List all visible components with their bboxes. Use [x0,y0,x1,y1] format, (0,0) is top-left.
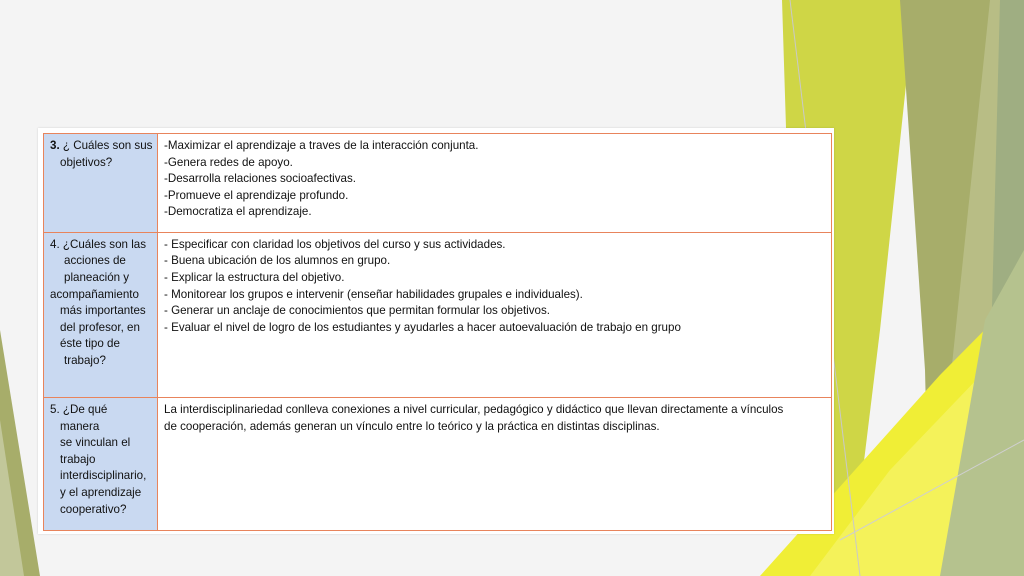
question-line: interdisciplinario, [60,469,147,483]
question-line: del profesor, en [60,320,140,334]
question-line: se vinculan el [60,436,131,450]
question-line: acciones de [64,254,126,268]
table-row [44,397,832,530]
question-line: cooperativo? [60,502,127,516]
answer-line: - Explicar la estructura del objetivo. [164,270,345,284]
table-image-frame [38,128,834,534]
question-cell [44,134,158,233]
question-line: trabajo [60,452,96,466]
answer-line: -Promueve el aprendizaje profundo. [164,188,349,202]
answer-line: de cooperación, además generan un vínculo entre lo teórico y la práctica en distintas disciplinas. [164,419,660,433]
answer-cell [158,134,832,233]
table-row [44,134,832,233]
answer-cell [158,397,832,530]
question-line: 5. ¿De qué [50,402,108,416]
answer-line: -Desarrolla relaciones socioafectivas. [164,172,357,186]
question-line: manera [60,419,100,433]
question-line: objetivos? [60,155,113,169]
question-number: 3. [50,139,60,152]
answer-line: -Maximizar el aprendizaje a traves de la interacción conjunta. [164,139,479,152]
question-line: acompañamiento [50,287,139,301]
answer-cell [158,232,832,397]
question-line: 4. ¿Cuáles son las [50,237,147,251]
answer-line: La interdisciplinariedad conlleva conexiones a nivel curricular, pedagógico y didáctico que llevan directamente a vínculos [164,402,784,416]
answer-line: - Evaluar el nivel de logro de los estudiantes y ayudarles a hacer autoevaluación de trabajo en grupo [164,320,681,334]
question-line: éste tipo de [60,337,120,351]
answer-line: - Generar un anclaje de conocimientos que permitan formular los objetivos. [164,304,551,318]
question-line: más importantes [60,304,146,318]
qa-table [43,133,832,531]
answer-line: - Especificar con claridad los objetivos del curso y sus actividades. [164,237,506,251]
question-line: trabajo? [64,353,106,367]
answer-line: -Democratiza el aprendizaje. [164,205,312,219]
question-cell [44,397,158,530]
question-cell [44,232,158,397]
answer-line: -Genera redes de apoyo. [164,155,293,169]
question-line: planeación y [64,270,130,284]
answer-line: - Buena ubicación de los alumnos en grupo. [164,254,391,268]
table-row [44,232,832,397]
answer-line: - Monitorear los grupos e intervenir (enseñar habilidades grupales e individuales). [164,287,583,301]
question-line: y el aprendizaje [60,485,142,499]
question-line: 3. ¿ Cuáles son sus [50,139,153,152]
